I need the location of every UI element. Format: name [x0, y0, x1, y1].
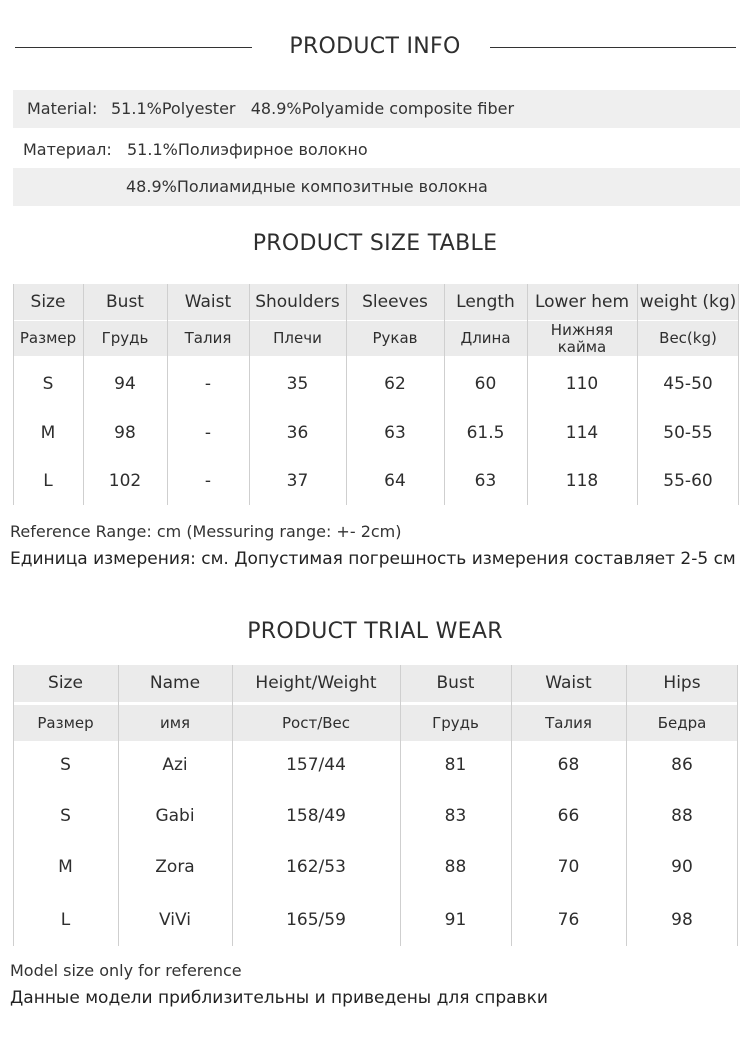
header-cell-en: Sleeves [362, 291, 428, 312]
table-cell: 66 [557, 805, 580, 826]
header-cell-en: weight (kg) [639, 291, 737, 312]
table-cell: 88 [671, 805, 693, 826]
header-cell-ru: Размер [19, 329, 77, 348]
trial-note-ru: Данные модели приблизительны и приведены для справки [10, 988, 548, 1008]
table-cell: 102 [108, 470, 142, 491]
table-cell: M [58, 857, 73, 878]
heading-rule-right [490, 47, 736, 48]
header-cell-ru: имя [159, 713, 191, 732]
material-value-ru-2: 48.9%Полиамидные композитные волокна [126, 177, 488, 196]
material-value-ru-1: 51.1%Полиэфирное волокно [127, 140, 368, 159]
table-cell: 68 [557, 754, 580, 775]
header-cell-en: Bust [106, 291, 144, 312]
header-cell-ru: Бедра [657, 713, 707, 732]
header-cell-en: Lower hem [534, 291, 630, 312]
table-cell: 90 [671, 857, 693, 878]
table-cell: Gabi [155, 805, 195, 826]
trial-wear-heading [0, 612, 750, 652]
table-cell: 45-50 [663, 374, 713, 395]
product-info-heading [0, 27, 750, 67]
product-info-title: PRODUCT INFO [289, 34, 461, 59]
table-cell: 81 [444, 754, 467, 775]
material-row-ru-2 [13, 168, 740, 206]
trial-wear-table [13, 665, 738, 947]
table-cell: 94 [114, 374, 136, 395]
header-cell-ru: Плечи [273, 329, 322, 348]
table-cell: ViVi [159, 909, 191, 930]
header-cell-en: Shoulders [255, 291, 340, 312]
table-cell: - [204, 470, 212, 491]
table-cell: 37 [286, 470, 309, 491]
table-cell: 114 [565, 422, 599, 443]
table-cell: 60 [474, 374, 497, 395]
header-cell-en: Name [149, 673, 201, 694]
header-cell-en: Hips [663, 673, 701, 694]
material-label-en: Material: [27, 99, 98, 118]
table-cell: 36 [286, 422, 309, 443]
header-cell-en: Size [30, 291, 66, 312]
table-cell: 70 [557, 857, 580, 878]
table-cell: - [204, 422, 212, 443]
header-cell-en: Height/Weight [255, 673, 377, 694]
table-cell: 86 [671, 754, 693, 775]
table-cell: M [40, 422, 56, 443]
table-cell: 83 [444, 805, 467, 826]
table-cell: 55-60 [663, 470, 713, 491]
trial-wear-title: PRODUCT TRIAL WEAR [247, 619, 503, 644]
table-cell: 64 [384, 470, 406, 491]
table-cell: 110 [565, 374, 599, 395]
header-cell-ru: Грудь [101, 329, 149, 348]
header-cell-en: Size [48, 673, 83, 694]
header-cell-ru: Рукав [372, 329, 418, 348]
table-cell: 98 [671, 909, 693, 930]
header-cell-ru: Рост/Вес [281, 713, 351, 732]
table-cell: 63 [384, 422, 406, 443]
table-cell: S [60, 805, 71, 826]
table-cell: 50-55 [663, 422, 713, 443]
material-value-en: 51.1%Polyester 48.9%Polyamide composite fiber [111, 99, 515, 118]
material-row-ru [13, 131, 740, 169]
table-cell: 118 [565, 470, 599, 491]
header-cell-en: Waist [545, 673, 592, 694]
header-cell-en: Waist [184, 291, 232, 312]
table-cell: Azi [162, 754, 188, 775]
table-cell: 98 [114, 422, 136, 443]
table-cell: - [204, 374, 212, 395]
material-label-ru: Материал: [23, 140, 112, 159]
table-cell: 63 [474, 470, 497, 491]
table-cell: 62 [384, 374, 406, 395]
table-cell: 91 [444, 909, 467, 930]
size-note-en: Reference Range: cm (Messuring range: +- 2cm) [10, 522, 402, 541]
table-cell: L [43, 470, 53, 491]
table-cell: 157/44 [286, 754, 346, 775]
header-cell-ru: Грудь [432, 713, 479, 732]
size-table-heading [0, 224, 750, 264]
trial-note-en: Model size only for reference [10, 961, 242, 980]
table-cell: Zora [155, 857, 195, 878]
table-cell: 158/49 [286, 805, 346, 826]
table-cell: S [42, 374, 54, 395]
header-cell-ru: Нижняя кайма [550, 321, 614, 356]
table-cell: 165/59 [286, 909, 346, 930]
table-cell: 76 [557, 909, 580, 930]
table-cell: L [60, 909, 71, 930]
header-cell-ru: Талия [545, 713, 592, 732]
table-cell: 162/53 [286, 857, 346, 878]
size-table [13, 284, 739, 508]
size-note-ru: Единица измерения: см. Допустимая погрешность измерения составляет 2-5 см [10, 549, 736, 569]
header-cell-en: Bust [436, 673, 475, 694]
material-row-en [13, 90, 740, 128]
header-cell-ru: Талия [184, 329, 232, 348]
table-cell: 88 [444, 857, 467, 878]
header-cell-ru: Размер [37, 713, 94, 732]
table-cell: 35 [286, 374, 309, 395]
table-cell: S [60, 754, 71, 775]
table-cell: 61.5 [466, 422, 505, 443]
header-cell-en: Length [456, 291, 515, 312]
size-table-title: PRODUCT SIZE TABLE [252, 231, 498, 256]
header-cell-ru: Длина [460, 329, 511, 348]
header-cell-ru: Вес(kg) [659, 329, 717, 348]
